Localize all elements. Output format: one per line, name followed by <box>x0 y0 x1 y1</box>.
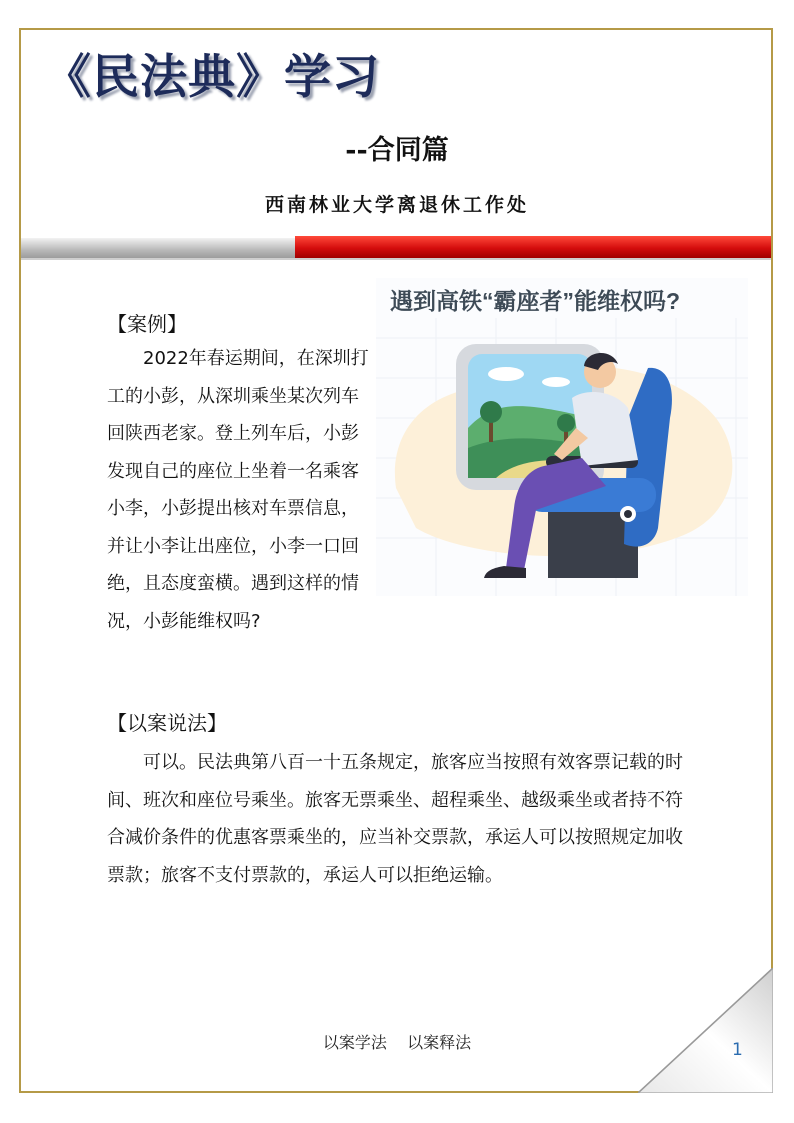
page-curl-corner <box>638 968 773 1093</box>
law-heading: 【以案说法】 <box>107 711 227 735</box>
header-divider-bar <box>21 236 771 262</box>
divider-gray-segment <box>21 238 297 258</box>
divider-shadow-line <box>21 258 771 260</box>
train-seat-illustration <box>376 278 748 596</box>
organization-name: 西南林业大学离退休工作处 <box>264 194 529 216</box>
divider-red-segment <box>295 236 771 258</box>
page-number: 1 <box>732 1040 743 1060</box>
case-text: 2022年春运期间，在深圳打工的小彭，从深圳乘坐某次列车回陕西老家。登上列车后，小彭发现自己的座位上坐着一名乘客小李，小彭提出核对车票信息，并让小李让出座位，小李一口回绝，且态度蛮横。遇到这样的情况，小彭能维权吗? <box>107 348 369 632</box>
page-subtitle: --合同篇 <box>345 135 449 166</box>
page-title: 《民法典》学习 <box>44 50 380 105</box>
illustration-caption: 遇到高铁“霸座者”能维权吗? <box>390 288 681 314</box>
footer-slogan: 以案学法 以案释法 <box>322 1033 472 1052</box>
law-text: 可以。民法典第八百一十五条规定，旅客应当按照有效客票记载的时间、班次和座位号乘坐。旅客无票乘坐、超程乘坐、越级乘坐或者持不符合减价条件的优惠客票乘坐的，应当补交票款，承运人可以按照规定加收票款；旅客不支付票款的，承运人可以拒绝运输。 <box>107 752 683 886</box>
case-heading: 【案例】 <box>107 312 187 336</box>
